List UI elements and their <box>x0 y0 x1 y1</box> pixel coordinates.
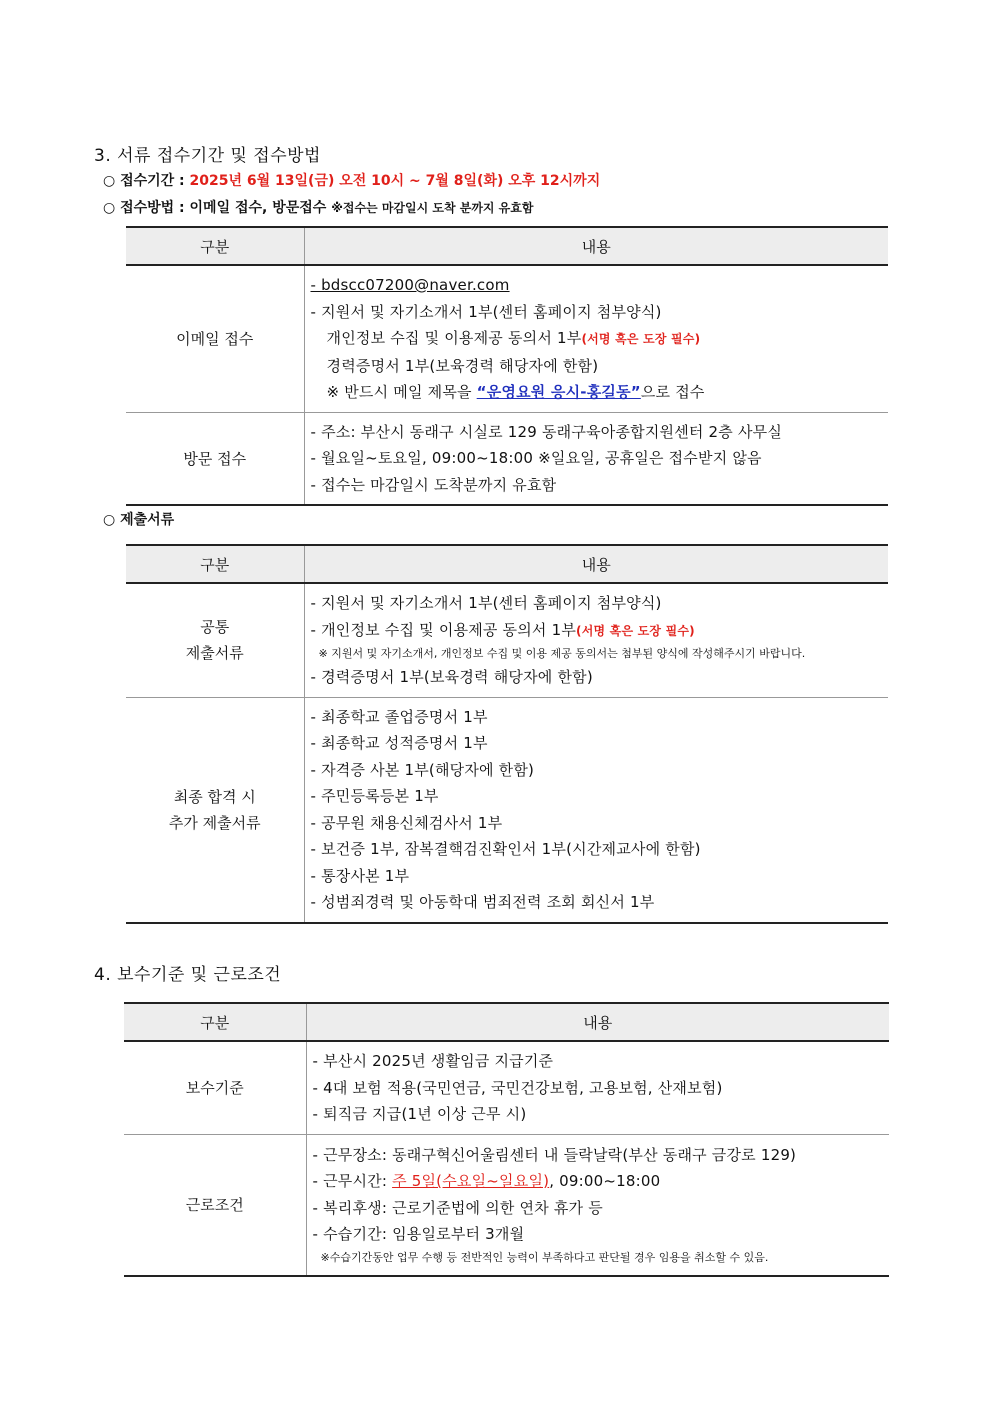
list-item: - 주민등록등본 1부 <box>310 787 439 805</box>
documents-table <box>126 544 888 924</box>
pay-row-content <box>306 1041 889 1134</box>
list-item: 경력증명서 1부(보육경력 해당자에 한함) <box>326 356 599 375</box>
list-item: - 주소: 부산시 동래구 시실로 129 동래구육아종합지원센터 2층 사무실 <box>310 422 783 441</box>
list-item: - 복리후생: 근로기준법에 의한 연차 휴가 등 <box>312 1198 603 1217</box>
email-row-label: 이메일 접수 <box>126 265 304 412</box>
list-item: - 보건증 1부, 잠복결핵검진확인서 1부(시간제교사에 한함) <box>310 840 701 858</box>
table-row-final <box>126 697 888 923</box>
list-item: - 근무시간: 주 5일(수요일~일요일), 09:00~18:00 <box>312 1172 661 1190</box>
method-label: ○ 접수방법 : 이메일 접수, 방문접수 <box>103 200 332 216</box>
list-item: - 성범죄경력 및 아동학대 범죄전력 조회 회신서 1부 <box>310 893 655 911</box>
bullet-method <box>103 197 533 217</box>
period-label: ○ 접수기간 : <box>103 173 190 189</box>
note-text: ※ 지원서 및 자기소개서, 개인정보 수집 및 이용 제공 동의서는 첨부된 양식에 작성해주시기 바랍니다. <box>318 647 806 660</box>
header-content: 내용 <box>306 1003 889 1041</box>
period-value: 2025년 6월 13일(금) 오전 10시 ~ 7월 8일(화) 오후 12시까지 <box>189 173 601 189</box>
email-row-content <box>304 265 888 412</box>
list-item: - 퇴직금 지급(1년 이상 근무 시) <box>312 1105 527 1123</box>
table-row-email <box>126 265 888 412</box>
list-item: - 4대 보험 적용(국민연금, 국민건강보험, 고용보험, 산재보험) <box>312 1078 723 1097</box>
visit-row-content <box>304 412 888 505</box>
work-row-content <box>306 1134 889 1276</box>
method-note: ※접수는 마감일시 도착 분까지 유효함 <box>331 201 534 215</box>
table-row-visit <box>126 412 888 505</box>
pay-row-label: 보수기준 <box>124 1041 306 1134</box>
header-content: 내용 <box>304 545 888 583</box>
final-row-label: 최종 합격 시 추가 제출서류 <box>126 697 304 923</box>
section-4-title: 4. 보수기준 및 근로조건 <box>94 965 282 985</box>
list-item: 개인정보 수집 및 이용제공 동의서 1부(서명 혹은 도장 필수) <box>326 329 701 347</box>
list-item: - 경력증명서 1부(보육경력 해당자에 한함) <box>310 668 593 686</box>
section-3-title: 3. 서류 접수기간 및 접수방법 <box>94 146 321 166</box>
header-category: 구분 <box>126 227 304 265</box>
email-address[interactable]: - bdscc07200@naver.com <box>310 276 510 294</box>
list-item: - 접수는 마감일시 도착분까지 유효함 <box>310 475 557 494</box>
submission-table <box>126 226 888 506</box>
list-item: - 개인정보 수집 및 이용제공 동의서 1부(서명 혹은 도장 필수) <box>310 620 695 639</box>
list-item: - 근무장소: 동래구혁신어울림센터 내 들락날락(부산 동래구 금강로 129) <box>312 1145 797 1164</box>
table-row-common <box>126 583 888 697</box>
common-row-content <box>304 583 888 697</box>
list-item: - 자격증 사본 1부(해당자에 한함) <box>310 760 535 779</box>
note-text: ※수습기간동안 업무 수행 등 전반적인 능력이 부족하다고 판단될 경우 임용을 취소할 수 있음. <box>320 1250 769 1264</box>
bullet-period <box>103 170 600 190</box>
common-row-label: 공통 제출서류 <box>126 583 304 697</box>
list-item: - 최종학교 졸업증명서 1부 <box>310 707 488 726</box>
list-item: - 최종학교 성적증명서 1부 <box>310 734 488 752</box>
list-item: - 통장사본 1부 <box>310 866 410 885</box>
list-item: - 수습기간: 임용일로부터 3개월 <box>312 1225 525 1243</box>
table-row-pay <box>124 1041 889 1134</box>
list-item: - 월요일~토요일, 09:00~18:00 ※일요일, 공휴일은 접수받지 않음 <box>310 449 762 467</box>
table-row-work <box>124 1134 889 1276</box>
header-category: 구분 <box>126 545 304 583</box>
list-item: - 지원서 및 자기소개서 1부(센터 홈페이지 첨부양식) <box>310 302 662 321</box>
list-item: - 공무원 채용신체검사서 1부 <box>310 813 503 832</box>
list-item: - 부산시 2025년 생활임금 지급기준 <box>312 1052 554 1070</box>
list-item: - 지원서 및 자기소개서 1부(센터 홈페이지 첨부양식) <box>310 594 662 612</box>
visit-row-label: 방문 접수 <box>126 412 304 505</box>
list-item: ※ 반드시 메일 제목을 “운영요원 응시-홍길동”으로 접수 <box>326 383 705 401</box>
conditions-table <box>124 1002 889 1277</box>
bullet-docs: ○ 제출서류 <box>103 512 175 528</box>
header-content: 내용 <box>304 227 888 265</box>
header-category: 구분 <box>124 1003 306 1041</box>
work-row-label: 근로조건 <box>124 1134 306 1276</box>
final-row-content <box>304 697 888 923</box>
